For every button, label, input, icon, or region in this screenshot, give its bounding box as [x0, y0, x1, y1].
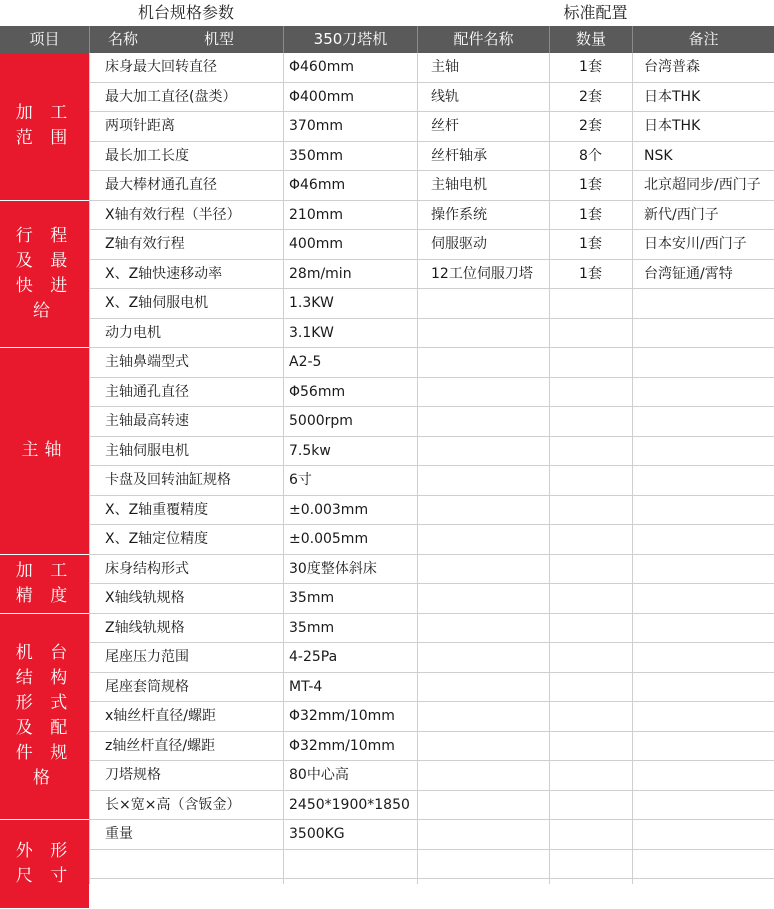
spec-section-title: 机台规格参数 [137, 3, 234, 22]
config-part [417, 820, 549, 850]
config-note [632, 378, 774, 408]
config-part [417, 614, 549, 644]
spec-name: x轴丝杆直径/螺距 [89, 702, 283, 732]
config-qty: 2套 [549, 112, 632, 142]
spec-value: 28m/min [283, 260, 417, 290]
category-cell [0, 614, 89, 821]
config-note [632, 555, 774, 585]
config-part: 操作系统 [417, 201, 549, 231]
config-part [417, 702, 549, 732]
spec-value: 400mm [283, 230, 417, 260]
spec-name: 主轴最高转速 [89, 407, 283, 437]
config-note [632, 407, 774, 437]
spec-name: Z轴线轨规格 [89, 614, 283, 644]
config-part [417, 437, 549, 467]
spec-value: Φ400mm [283, 83, 417, 113]
config-qty [549, 496, 632, 526]
config-note [632, 437, 774, 467]
spec-value: 3500KG [283, 820, 417, 850]
spec-value: 7.5kw [283, 437, 417, 467]
category-cell [0, 201, 89, 349]
config-qty [549, 820, 632, 850]
spec-name: X、Z轴重覆精度 [89, 496, 283, 526]
spec-value: 35mm [283, 584, 417, 614]
category-cell [0, 348, 89, 555]
config-qty [549, 584, 632, 614]
spec-name: X、Z轴定位精度 [89, 525, 283, 555]
category-label: 格 [33, 768, 56, 789]
config-part [417, 732, 549, 762]
header-qty: 数量 [549, 26, 632, 53]
config-note: 日本THK [632, 83, 774, 113]
spec-name: 最长加工长度 [89, 142, 283, 172]
config-qty [549, 525, 632, 555]
config-note [632, 525, 774, 555]
config-part [417, 407, 549, 437]
spec-value: Φ32mm/10mm [283, 702, 417, 732]
config-note [632, 496, 774, 526]
header-model-value: 350刀塔机 [283, 26, 417, 53]
spec-name: 主轴伺服电机 [89, 437, 283, 467]
spec-name: 尾座套筒规格 [89, 673, 283, 703]
config-section-title: 标准配置 [563, 3, 628, 22]
spec-value: 5000rpm [283, 407, 417, 437]
config-part: 伺服驱动 [417, 230, 549, 260]
header-note: 备注 [632, 26, 774, 53]
config-qty [549, 348, 632, 378]
spec-name: 最大加工直径(盘类） [89, 83, 283, 113]
spec-value: 4-25Pa [283, 643, 417, 673]
spec-value: 350mm [283, 142, 417, 172]
config-part: 丝杆 [417, 112, 549, 142]
config-part: 主轴 [417, 53, 549, 83]
config-qty [549, 378, 632, 408]
spec-value: Φ46mm [283, 171, 417, 201]
config-qty [549, 614, 632, 644]
spec-name: 主轴鼻端型式 [89, 348, 283, 378]
config-qty [549, 466, 632, 496]
category-label: 及 配 [15, 718, 74, 739]
config-qty [549, 289, 632, 319]
config-note: NSK [632, 142, 774, 172]
config-qty: 1套 [549, 230, 632, 260]
spec-value: 35mm [283, 614, 417, 644]
config-part [417, 496, 549, 526]
spec-value [283, 850, 417, 880]
config-qty [549, 643, 632, 673]
config-part [417, 555, 549, 585]
config-note: 台湾普森 [632, 53, 774, 83]
spec-name: 床身最大回转直径 [89, 53, 283, 83]
category-label: 外 形 [15, 840, 74, 861]
config-part [417, 289, 549, 319]
config-part [417, 850, 549, 880]
config-note [632, 820, 774, 850]
spec-name [89, 850, 283, 880]
header-item: 项目 [0, 26, 89, 53]
config-part [417, 319, 549, 349]
spec-value: 1.3KW [283, 289, 417, 319]
spec-name: 动力电机 [89, 319, 283, 349]
config-qty [549, 555, 632, 585]
config-note [632, 850, 774, 880]
spec-value: Φ32mm/10mm [283, 732, 417, 762]
config-part [417, 378, 549, 408]
config-note: 北京超同步/西门子 [632, 171, 774, 201]
config-note [632, 466, 774, 496]
config-qty [549, 850, 632, 880]
config-part [417, 761, 549, 791]
spec-value: 6寸 [283, 466, 417, 496]
config-part [417, 348, 549, 378]
config-note [632, 348, 774, 378]
config-part [417, 525, 549, 555]
spec-value: 3.1KW [283, 319, 417, 349]
spec-value: ±0.003mm [283, 496, 417, 526]
spec-value: Φ460mm [283, 53, 417, 83]
spec-value: MT-4 [283, 673, 417, 703]
spec-name: 卡盘及回转油缸规格 [89, 466, 283, 496]
config-note [632, 761, 774, 791]
spec-name: X轴有效行程（半径） [89, 201, 283, 231]
config-qty [549, 319, 632, 349]
spec-value: 2450*1900*1850 [283, 791, 417, 821]
category-cell [0, 820, 89, 909]
category-label: 尺 寸 [15, 865, 74, 886]
config-note [632, 614, 774, 644]
spec-value: 370mm [283, 112, 417, 142]
category-label: 及 最 [15, 250, 74, 271]
spec-name: 主轴通孔直径 [89, 378, 283, 408]
config-note [632, 702, 774, 732]
spec-name: 床身结构形式 [89, 555, 283, 585]
config-qty [549, 407, 632, 437]
spec-value: Φ56mm [283, 378, 417, 408]
spec-name: Z轴有效行程 [89, 230, 283, 260]
header-model: 机型 [204, 30, 235, 48]
spec-name: z轴丝杆直径/螺距 [89, 732, 283, 762]
spec-value: 210mm [283, 201, 417, 231]
category-cell [0, 53, 89, 201]
spec-name: X、Z轴快速移动率 [89, 260, 283, 290]
category-label: 件 规 [15, 743, 74, 764]
category-label: 范 围 [15, 128, 74, 149]
spec-name: 尾座压力范围 [89, 643, 283, 673]
config-qty [549, 732, 632, 762]
header-part: 配件名称 [417, 26, 549, 53]
category-label: 主轴 [21, 440, 68, 461]
config-note: 日本安川/西门子 [632, 230, 774, 260]
spec-name: 重量 [89, 820, 283, 850]
config-part [417, 791, 549, 821]
category-label: 行 程 [15, 225, 74, 246]
config-part: 主轴电机 [417, 171, 549, 201]
category-label: 快 进 [15, 275, 74, 296]
header-name-model [89, 26, 283, 53]
config-qty: 2套 [549, 83, 632, 113]
spec-name: 两项针距离 [89, 112, 283, 142]
config-qty: 1套 [549, 201, 632, 231]
config-note [632, 643, 774, 673]
spec-name: X、Z轴伺服电机 [89, 289, 283, 319]
spec-name: X轴线轨规格 [89, 584, 283, 614]
spec-name: 最大棒材通孔直径 [89, 171, 283, 201]
config-qty: 1套 [549, 260, 632, 290]
config-part [417, 673, 549, 703]
config-note: 日本THK [632, 112, 774, 142]
spec-name: 刀塔规格 [89, 761, 283, 791]
category-cell [0, 555, 89, 614]
config-note: 新代/西门子 [632, 201, 774, 231]
category-label: 给 [33, 300, 56, 321]
config-qty [549, 702, 632, 732]
config-note [632, 732, 774, 762]
config-note [632, 319, 774, 349]
config-note [632, 673, 774, 703]
category-label: 结 构 [15, 668, 74, 689]
category-label: 形 式 [15, 693, 74, 714]
category-label: 机 台 [15, 643, 74, 664]
header-name: 名称 [108, 30, 139, 48]
config-qty: 1套 [549, 171, 632, 201]
config-part: 12工位伺服刀塔 [417, 260, 549, 290]
config-qty [549, 673, 632, 703]
config-part [417, 466, 549, 496]
spec-value: A2-5 [283, 348, 417, 378]
category-label: 精 度 [15, 585, 74, 606]
config-note [632, 289, 774, 319]
spec-name: 长×宽×高（含钣金） [89, 791, 283, 821]
config-part [417, 584, 549, 614]
spec-value: ±0.005mm [283, 525, 417, 555]
config-note [632, 791, 774, 821]
spec-value: 80中心高 [283, 761, 417, 791]
config-part: 丝杆轴承 [417, 142, 549, 172]
config-note [632, 584, 774, 614]
config-qty [549, 437, 632, 467]
spec-value: 30度整体斜床 [283, 555, 417, 585]
category-label: 加 工 [15, 103, 74, 124]
config-qty [549, 791, 632, 821]
category-label: 加 工 [15, 560, 74, 581]
config-part [417, 643, 549, 673]
config-qty: 8个 [549, 142, 632, 172]
config-note: 台湾钲通/霄特 [632, 260, 774, 290]
config-qty [549, 761, 632, 791]
config-part: 线轨 [417, 83, 549, 113]
config-qty: 1套 [549, 53, 632, 83]
